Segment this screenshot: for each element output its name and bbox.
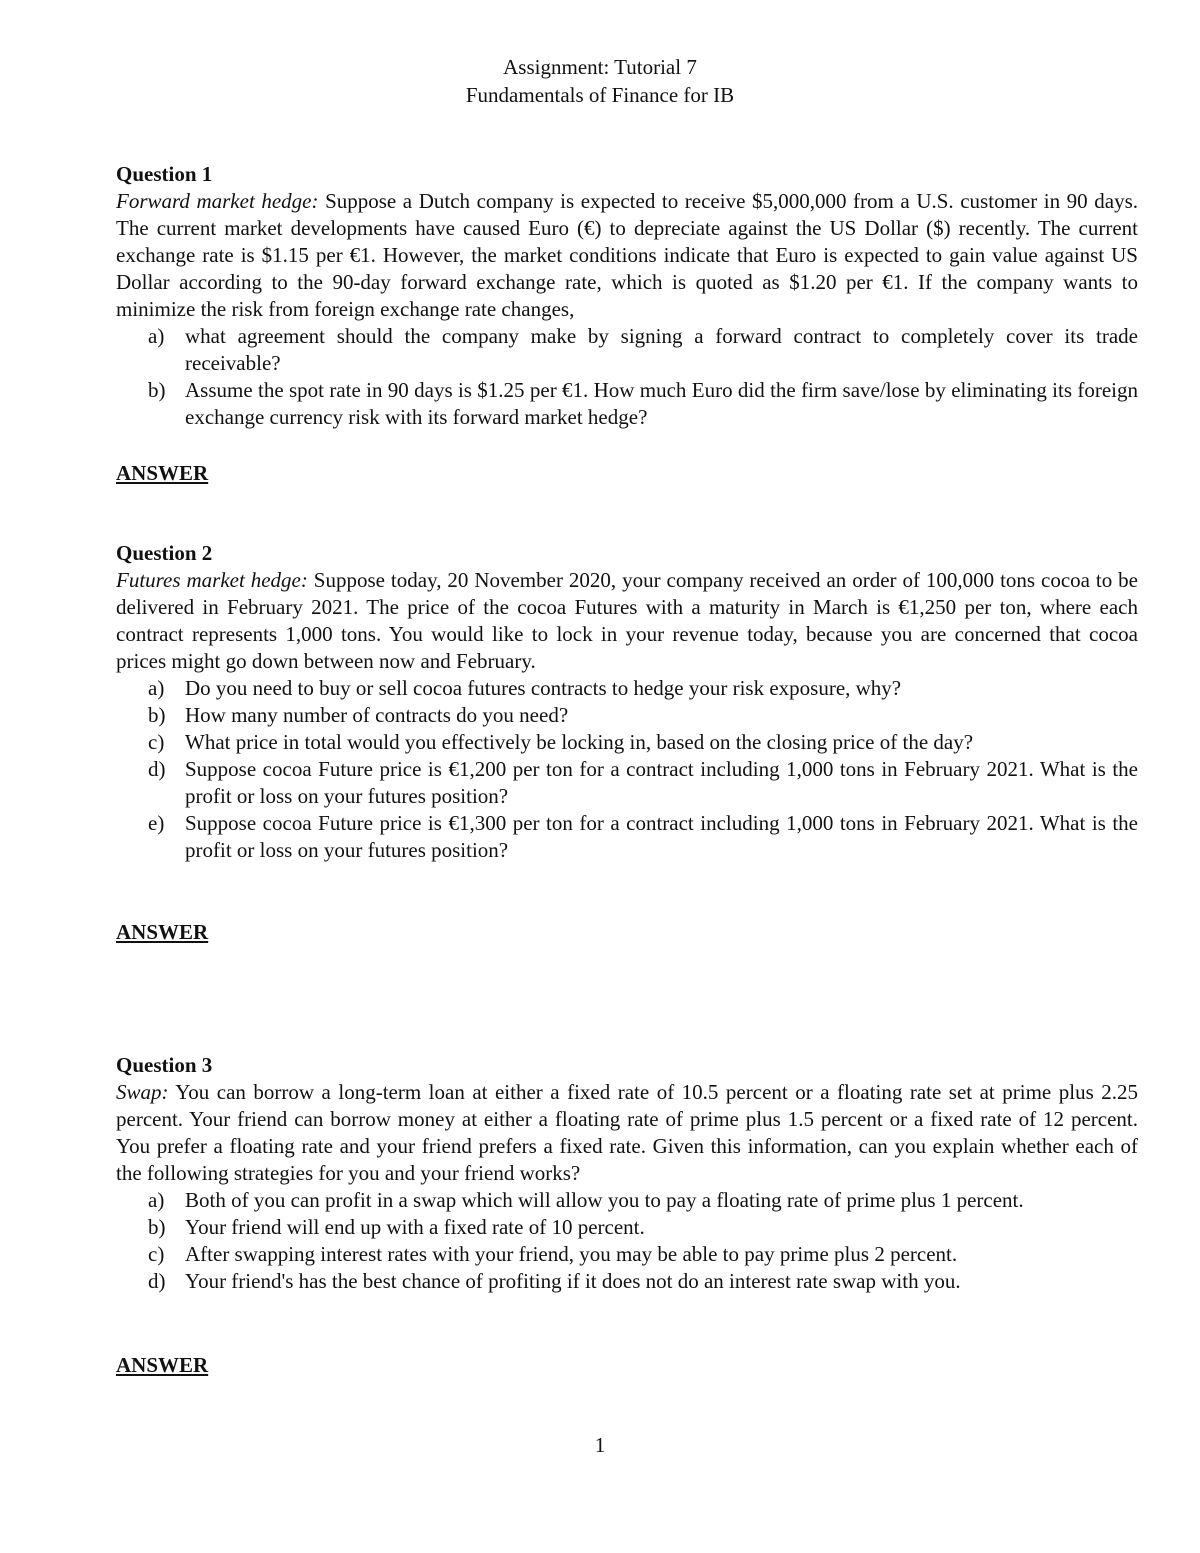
question-text <box>116 188 1138 323</box>
question-topic: Swap: <box>116 1080 169 1104</box>
question-1 <box>116 161 1138 431</box>
item-text: After swapping interest rates with your friend, you may be able to pay prime plus 2 percent. <box>185 1242 958 1266</box>
list-item <box>116 729 1138 756</box>
question-body: Suppose a Dutch company is expected to receive $5,000,000 from a U.S. customer in 90 days. The current market developments have caused Euro (€) to depreciate against the US Dollar ($) recently. The current exchange rate is $1.15 per €1. However, the market conditions indicate that Euro is expected to gain value against US Dollar according to the 90-day forward exchange rate, which is quoted as $1.20 per €1. If the company wants to minimize the risk from foreign exchange rate changes, <box>116 189 1138 321</box>
item-text: Do you need to buy or sell cocoa futures contracts to hedge your risk exposure, why? <box>185 676 902 700</box>
item-text: Your friend will end up with a fixed rate of 10 percent. <box>185 1215 645 1239</box>
item-text: Assume the spot rate in 90 days is $1.25 per €1. How much Euro did the firm save/lose by eliminating its foreign exchange currency risk with its forward market hedge? <box>185 378 1138 429</box>
question-title: Question 1 <box>116 162 213 186</box>
item-text: Suppose cocoa Future price is €1,200 per ton for a contract including 1,000 tons in February 2021. What is the profit or loss on your futures position? <box>185 757 1138 808</box>
item-marker: d) <box>148 757 166 781</box>
item-marker: a) <box>148 676 165 700</box>
question-items <box>116 675 1138 864</box>
list-item <box>116 1268 1138 1295</box>
list-item <box>116 323 1138 377</box>
question-body: You can borrow a long-term loan at either a fixed rate of 10.5 percent or a floating rate set at prime plus 2.25 percent. Your friend can borrow money at either a floating rate of prime plus 1.5 percent or a fixed rate of 12 percent. You prefer a floating rate and your friend prefers a fixed rate. Given this information, can you explain whether each of the following strategies for you and your friend works? <box>116 1080 1138 1185</box>
list-item <box>116 1187 1138 1214</box>
question-items <box>116 1187 1138 1295</box>
item-marker: e) <box>148 811 165 835</box>
question-topic: Forward market hedge: <box>116 189 319 213</box>
item-marker: b) <box>148 703 166 727</box>
document-header <box>0 53 1200 109</box>
item-text: What price in total would you effectively be locking in, based on the closing price of the day? <box>185 730 974 754</box>
answer-heading-2: ANSWER <box>116 920 209 944</box>
item-text: How many number of contracts do you need? <box>185 703 569 727</box>
item-marker: b) <box>148 378 166 402</box>
assignment-title: Assignment: Tutorial 7 <box>503 55 697 79</box>
question-3 <box>116 1052 1138 1295</box>
list-item <box>116 1214 1138 1241</box>
question-body: Suppose today, 20 November 2020, your company received an order of 100,000 tons cocoa to be delivered in February 2021. The price of the cocoa Futures with a maturity in March is €1,250 per ton, where each contract represents 1,000 tons. You would like to lock in your revenue today, because you are concerned that cocoa prices might go down between now and February. <box>116 568 1138 673</box>
question-items <box>116 323 1138 431</box>
answer-heading-1: ANSWER <box>116 461 209 485</box>
item-marker: d) <box>148 1269 166 1293</box>
item-marker: c) <box>148 1242 165 1266</box>
course-title: Fundamentals of Finance for IB <box>465 83 735 107</box>
list-item <box>116 675 1138 702</box>
answer-heading-3: ANSWER <box>116 1353 209 1377</box>
item-text: Your friend's has the best chance of profiting if it does not do an interest rate swap with you. <box>185 1269 961 1293</box>
question-text <box>116 1079 1138 1187</box>
item-text: what agreement should the company make by signing a forward contract to completely cover its trade receivable? <box>185 324 1138 375</box>
list-item <box>116 702 1138 729</box>
question-title: Question 2 <box>116 541 213 565</box>
list-item <box>116 377 1138 431</box>
list-item <box>116 810 1138 864</box>
page-number: 1 <box>594 1433 606 1457</box>
question-topic: Futures market hedge: <box>116 568 308 592</box>
item-marker: c) <box>148 730 165 754</box>
list-item <box>116 1241 1138 1268</box>
question-2 <box>116 540 1138 864</box>
item-marker: a) <box>148 324 165 348</box>
item-text: Suppose cocoa Future price is €1,300 per ton for a contract including 1,000 tons in February 2021. What is the profit or loss on your futures position? <box>185 811 1138 862</box>
item-text: Both of you can profit in a swap which will allow you to pay a floating rate of prime plus 1 percent. <box>185 1188 1024 1212</box>
question-text <box>116 567 1138 675</box>
question-title: Question 3 <box>116 1053 213 1077</box>
item-marker: a) <box>148 1188 165 1212</box>
list-item <box>116 756 1138 810</box>
item-marker: b) <box>148 1215 166 1239</box>
